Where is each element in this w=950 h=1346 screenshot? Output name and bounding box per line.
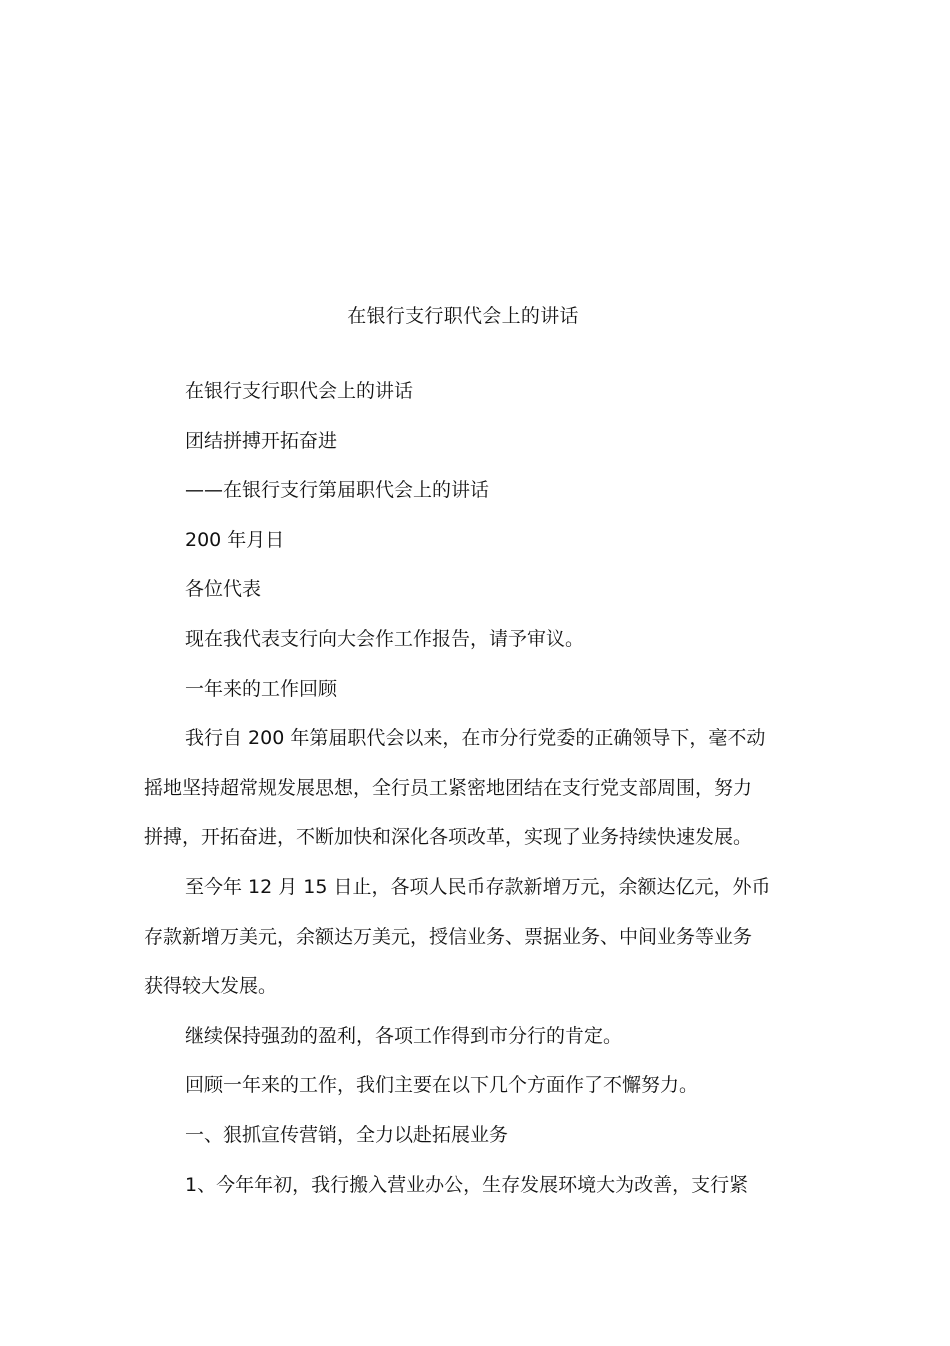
paragraph-line: 摇地坚持超常规发展思想，全行员工紧密地团结在支行党支部周围，努力	[144, 776, 753, 799]
paragraph-line: 拼搏，开拓奋进，不断加快和深化各项改革，实现了业务持续快速发展。	[144, 826, 753, 849]
document-body	[144, 367, 784, 1210]
paragraph-line: 回顾一年来的工作，我们主要在以下几个方面作了不懈努力。	[185, 1074, 699, 1097]
paragraph-line: 一年来的工作回顾	[185, 677, 338, 700]
paragraph	[144, 367, 784, 417]
paragraph-line: ——在银行支行第届职代会上的讲话	[185, 479, 490, 502]
paragraph	[144, 863, 784, 1012]
paragraph-line: 在银行支行职代会上的讲话	[185, 380, 414, 402]
paragraph-line: 各位代表	[185, 578, 262, 601]
paragraph	[144, 714, 784, 863]
paragraph-line: 200 年月日	[185, 528, 285, 551]
paragraph	[144, 466, 784, 516]
paragraph	[144, 516, 784, 566]
paragraph	[144, 665, 784, 715]
paragraph-line: 获得较大发展。	[144, 975, 278, 998]
paragraph-line: 至今年 12 月 15 日止，各项人民币存款新增万元，余额达亿元，外币	[185, 875, 771, 898]
paragraph	[144, 615, 784, 665]
paragraph-line: 存款新增万美元，余额达万美元，授信业务、票据业务、中间业务等业务	[144, 925, 753, 948]
paragraph	[144, 1061, 784, 1111]
paragraph-line: 继续保持强劲的盈利，各项工作得到市分行的肯定。	[185, 1024, 623, 1047]
paragraph	[144, 565, 784, 615]
paragraph	[144, 1161, 784, 1211]
paragraph-line: 现在我代表支行向大会作工作报告，请予审议。	[185, 627, 585, 650]
paragraph-line: 团结拼搏开拓奋进	[185, 429, 338, 452]
paragraph-line: 1、今年年初，我行搬入营业办公，生存发展环境大为改善，支行紧	[185, 1173, 749, 1196]
paragraph	[144, 1012, 784, 1062]
paragraph	[144, 417, 784, 467]
document-title: 在银行支行职代会上的讲话	[347, 305, 579, 327]
paragraph	[144, 1111, 784, 1161]
paragraph-line: 我行自 200 年第届职代会以来，在市分行党委的正确领导下，毫不动	[185, 727, 766, 750]
paragraph-line: 一、狠抓宣传营销，全力以赴拓展业务	[185, 1123, 509, 1146]
